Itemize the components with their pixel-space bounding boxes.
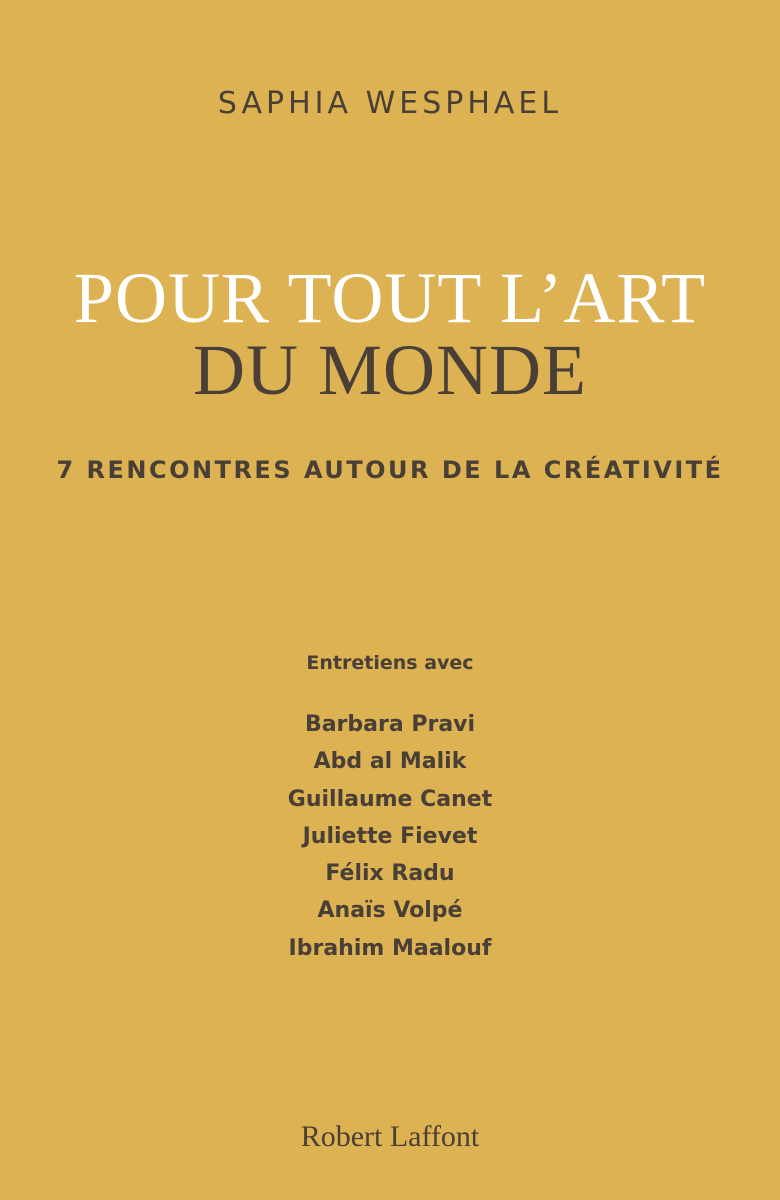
interviewee-name: Barbara Pravi — [304, 712, 476, 737]
interviewee-name: Ibrahim Maalouf — [288, 935, 492, 961]
interviewee-list — [0, 706, 780, 967]
interviewee-name: Guillaume Canet — [287, 786, 493, 812]
book-title — [0, 258, 780, 410]
book-subtitle: 7 RENCONTRES AUTOUR DE LA CRÉATIVITÉ — [56, 456, 724, 484]
title-line-2: DU MONDE — [193, 330, 587, 410]
interviews-intro: Entretiens avec — [306, 652, 474, 674]
interviewee-name: Juliette Fievet — [302, 823, 478, 849]
title-line-1: POUR TOUT L’ART — [73, 258, 707, 338]
interviewee-name: Félix Radu — [325, 861, 455, 887]
interviewee-name: Anaïs Volpé — [317, 898, 463, 924]
author-name: SAPHIA WESPHAEL — [217, 86, 563, 121]
publisher-name: Robert Laffont — [300, 1120, 480, 1153]
interviewee-name: Abd al Malik — [313, 749, 467, 775]
